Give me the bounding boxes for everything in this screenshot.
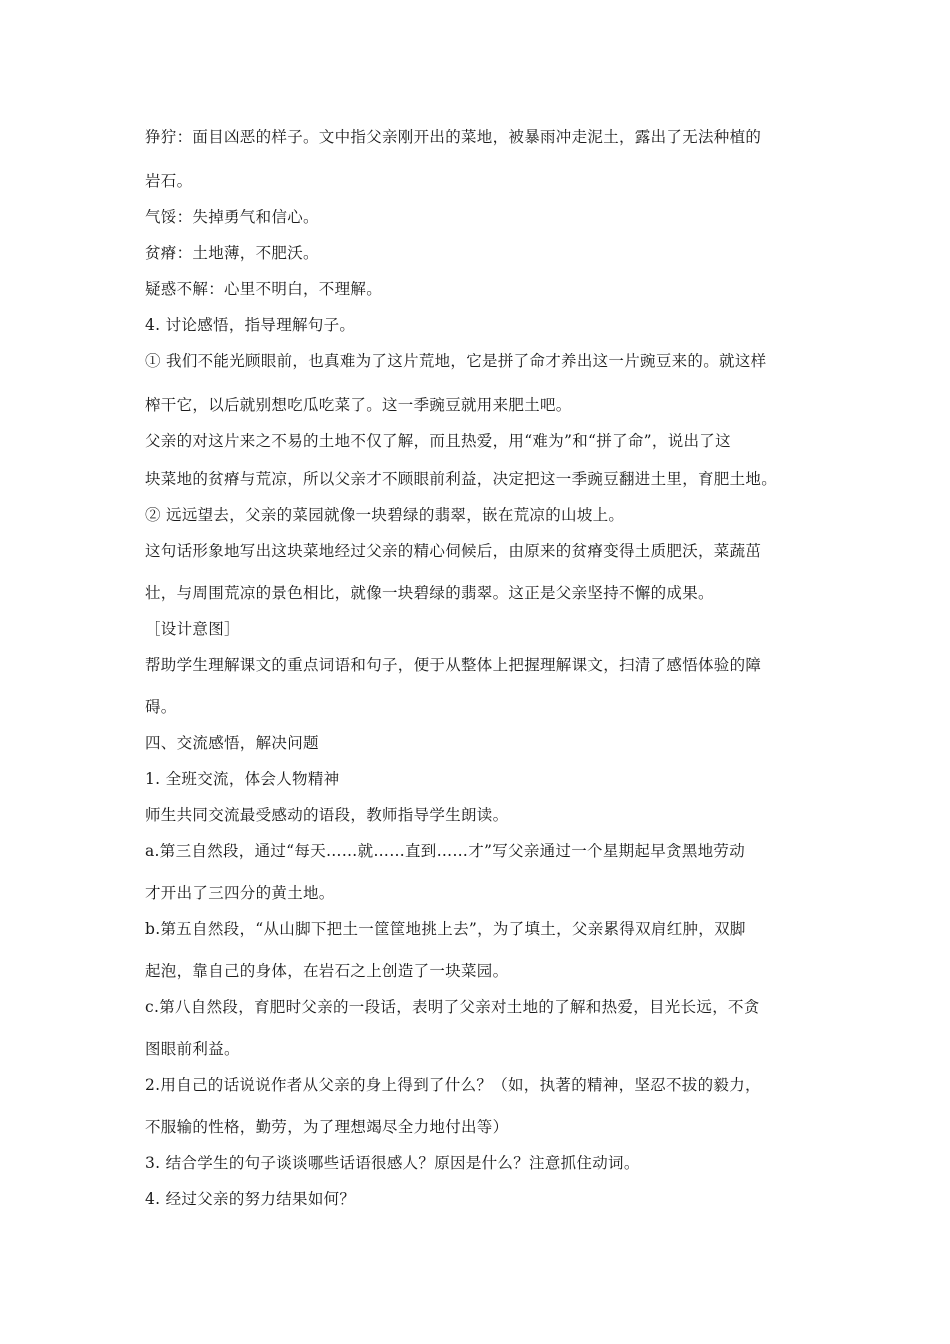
text-line: 岩石。 — [145, 172, 193, 190]
text-line: 榨干它，以后就别想吃瓜吃菜了。这一季豌豆就用来肥土吧。 — [145, 396, 572, 414]
text-line: 不服输的性格，勤劳，为了理想竭尽全力地付出等） — [145, 1118, 509, 1136]
text-line: ② 远远望去，父亲的菜园就像一块碧绿的翡翠，嵌在荒凉的山坡上。 — [145, 506, 625, 524]
text-line: ① 我们不能光顾眼前，也真难为了这片荒地，它是拼了命才养出这一片豌豆来的。就这样 — [145, 352, 767, 370]
text-line: b.第五自然段，“从山脚下把土一筐筐地挑上去”，为了填土，父亲累得双肩红肿，双脚 — [145, 920, 746, 938]
text-line: 4. 经过父亲的努力结果如何？ — [145, 1190, 356, 1208]
text-line: 3. 结合学生的句子谈谈哪些话语很感人？原因是什么？注意抓住动词。 — [145, 1154, 640, 1172]
text-line: 这句话形象地写出这块菜地经过父亲的精心伺候后，由原来的贫瘠变得土质肥沃，菜蔬茁 — [145, 542, 762, 560]
text-line: 狰狞：面目凶恶的样子。文中指父亲刚开出的菜地，被暴雨冲走泥土，露出了无法种植的 — [145, 128, 762, 146]
text-line: 壮，与周围荒凉的景色相比，就像一块碧绿的翡翠。这正是父亲坚持不懈的成果。 — [145, 584, 714, 602]
text-line: 碍。 — [145, 698, 177, 716]
section-heading: 四、交流感悟，解决问题 — [145, 734, 319, 752]
text-line: 起泡，靠自己的身体，在岩石之上创造了一块菜园。 — [145, 962, 509, 980]
text-line: c.第八自然段，育肥时父亲的一段话，表明了父亲对土地的了解和热爱，目光长远，不贪 — [145, 998, 760, 1016]
text-line: 2.用自己的话说说作者从父亲的身上得到了什么？（如，执著的精神，坚忍不拔的毅力， — [145, 1076, 761, 1094]
text-line: 才开出了三四分的黄土地。 — [145, 884, 335, 902]
text-line: 贫瘠：土地薄，不肥沃。 — [145, 244, 319, 262]
text-line: 帮助学生理解课文的重点词语和句子，便于从整体上把握理解课文，扫清了感悟体验的障 — [145, 656, 762, 674]
text-line: 块菜地的贫瘠与荒凉，所以父亲才不顾眼前利益，决定把这一季豌豆翻进土里，育肥土地。 — [145, 470, 778, 488]
section-heading: 4. 讨论感悟，指导理解句子。 — [145, 316, 356, 334]
text-line: 师生共同交流最受感动的语段，教师指导学生朗读。 — [145, 806, 509, 824]
text-line: 图眼前利益。 — [145, 1040, 240, 1058]
text-line: 疑惑不解：心里不明白，不理解。 — [145, 280, 383, 298]
text-line: a.第三自然段，通过“每天……就……直到……才”写父亲通过一个星期起早贪黑地劳动 — [145, 842, 746, 860]
section-heading: ［设计意图］ — [145, 620, 240, 638]
text-line: 父亲的对这片来之不易的土地不仅了解，而且热爱，用“难为”和“拼了命”，说出了这 — [145, 432, 731, 450]
section-heading: 1. 全班交流，体会人物精神 — [145, 770, 340, 788]
text-line: 气馁：失掉勇气和信心。 — [145, 208, 319, 226]
